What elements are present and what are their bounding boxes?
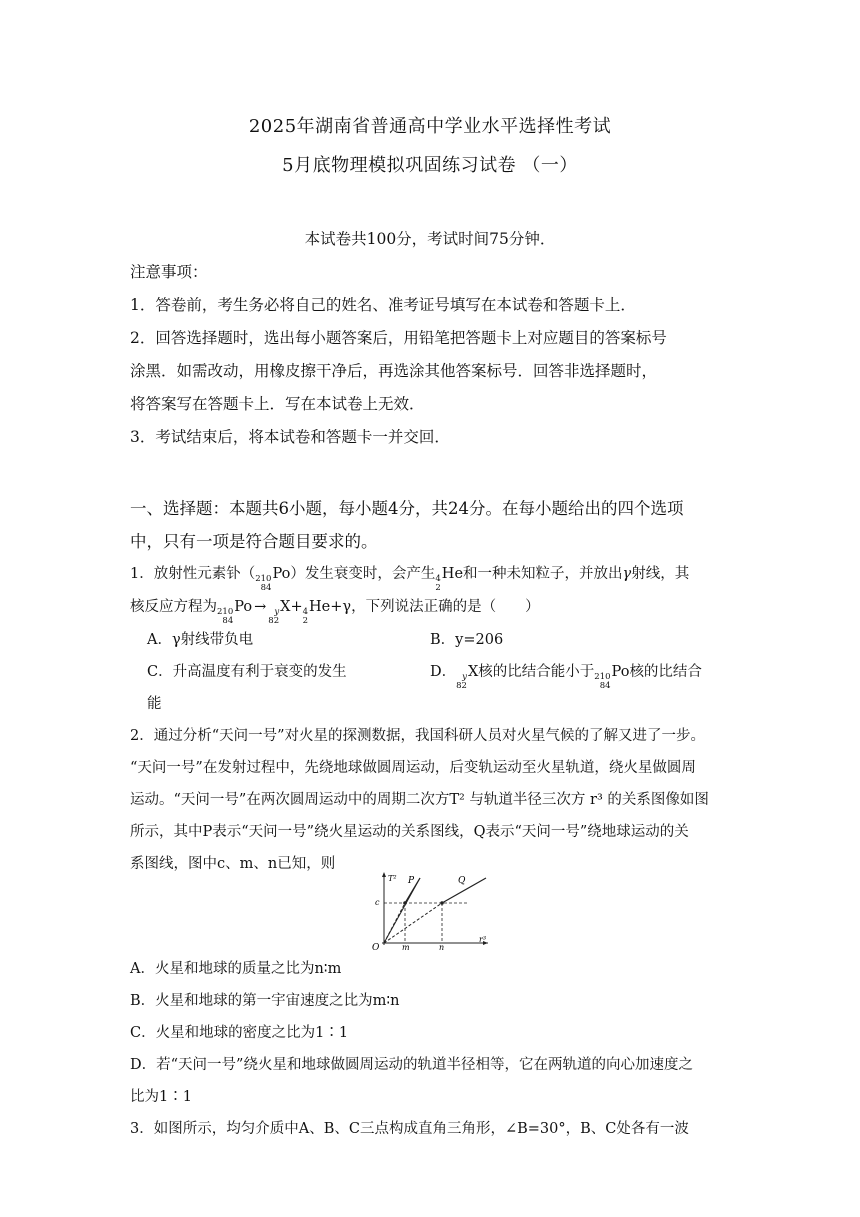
x-axis-label: r³	[479, 935, 487, 944]
notice-item: 涂黑．如需改动，用橡皮擦干净后，再选涂其他答案标号．回答非选择题时，	[130, 362, 658, 380]
option-d-continued: 能	[147, 696, 162, 712]
m-label: m	[402, 943, 410, 950]
question-2-stem: 所示，其中P表示“天问一号”绕火星运动的关系图线，Q表示“天问一号”绕地球运动的关	[130, 824, 689, 840]
line-q-guide	[384, 903, 442, 943]
question-3-stem: 3．如图所示，均匀介质中A、B、C三点构成直角三角形，∠B=30°，B、C处各有一波	[130, 1121, 689, 1137]
question-2-stem: 运动。“天问一号”在两次圆周运动中的周期二次方T² 与轨道半径三次方 r³ 的关系图像如图	[130, 792, 709, 808]
y-axis-arrow	[382, 872, 386, 877]
option-b: B．y=206	[430, 632, 504, 648]
p-point	[403, 901, 407, 905]
question-2-option-a: A．火星和地球的质量之比为n∶m	[130, 961, 342, 977]
question-2-stem: “天问一号”在发射过程中，先绕地球做圆周运动，后变轨运动至火星轨道，绕火星做圆周	[130, 760, 696, 776]
t2-r3-graph	[360, 870, 490, 950]
notice-title: 注意事项：	[130, 263, 208, 281]
exam-subtitle: 5月底物理模拟巩固练习试卷 （一）	[282, 155, 578, 176]
question-2-option-d: D．若“天问一号”绕火星和地球做圆周运动的轨道半径相等，它在两轨道的向心加速度之	[130, 1057, 693, 1073]
option-c: C．升高温度有利于衰变的发生	[147, 664, 347, 680]
y-axis-label: T²	[388, 874, 397, 883]
line-p-guide	[384, 903, 405, 943]
question-1-stem: 1．放射性元素钋（ 210 84 Po）发生衰变时，会产生 4 2 He和一种未知粒子，并放出γ射线，其	[130, 563, 689, 593]
q-point	[440, 901, 444, 905]
origin-label: O	[372, 943, 380, 950]
he-nuclide: 4 2 He	[435, 566, 464, 593]
section-heading: 一、选择题：本题共6小题，每小题4分，共24分。在每小题给出的四个选项	[130, 499, 684, 518]
question-1-equation: 核反应方程为 210 84 Po → y 82 X+ 4 2 He+γ，下列说法正确的是（ ）	[130, 599, 540, 626]
notice-item: 3．考试结束后，将本试卷和答题卡一并交回．	[130, 428, 450, 446]
po-nuclide: 210 84 Po	[255, 566, 291, 593]
question-2-stem: 2．通过分析“天问一号”对火星的探测数据，我国科研人员对火星气候的了解又进了一步。	[130, 728, 706, 744]
question-2-option-b: B．火星和地球的第一宇宙速度之比为m∶n	[130, 993, 400, 1009]
section-heading: 中，只有一项是符合题目要求的。	[130, 532, 378, 551]
notice-item: 1．答卷前，考生务必将自己的姓名、准考证号填写在本试卷和答题卡上．	[130, 296, 636, 314]
question-2-stem: 系图线，图中c、m、n已知，则	[130, 856, 336, 872]
exam-total-info: 本试卷共100分，考试时间75分钟．	[304, 230, 556, 248]
question-2-option-d-continued: 比为1∶1	[130, 1089, 192, 1105]
exam-title: 2025年湖南省普通高中学业水平选择性考试	[248, 116, 612, 137]
line-p-label: P	[408, 876, 415, 886]
notice-item: 2．回答选择题时，选出每小题答案后，用铅笔把答题卡上对应题目的答案标号	[130, 329, 667, 347]
n-label: n	[439, 943, 445, 950]
option-a: A．γ射线带负电	[147, 632, 254, 648]
c-label: c	[375, 898, 380, 907]
line-q-label: Q	[458, 876, 466, 886]
notice-item: 将答案写在答题卡上．写在本试卷上无效．	[130, 395, 425, 413]
question-2-option-c: C．火星和地球的密度之比为1∶1	[130, 1025, 349, 1041]
option-d: D． y 82 X核的比结合能小于 210 84 Po核的比结合	[430, 664, 702, 691]
